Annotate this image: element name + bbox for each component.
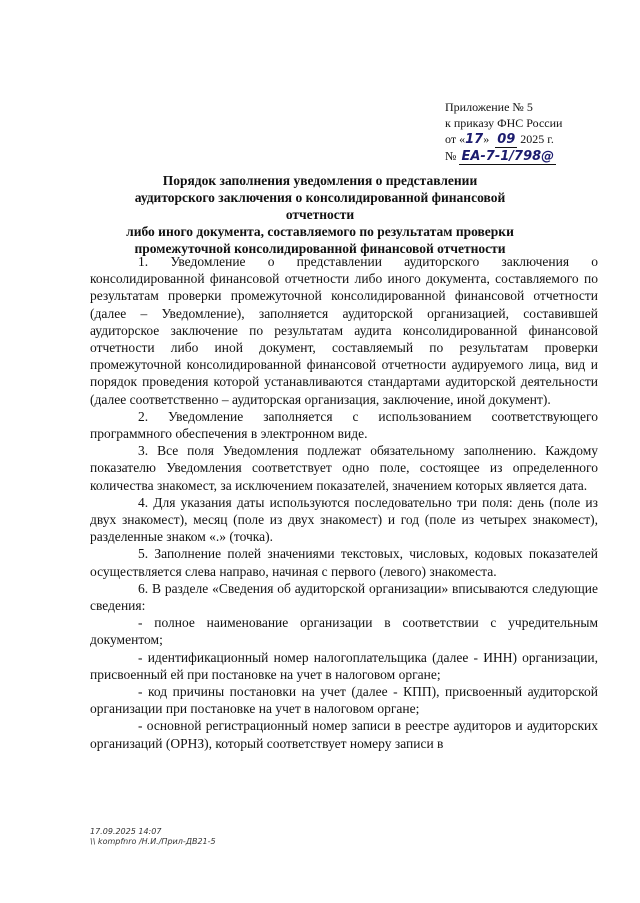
appendix-line-1: Приложение № 5 (445, 100, 533, 114)
date-year: 2025 г. (520, 132, 554, 146)
list-item-full-name: - полное наименование организации в соответствии с учредительным документом; (90, 615, 598, 648)
title-line-1: Порядок заполнения уведомления о представлении (162, 173, 478, 188)
date-day: 17 (465, 132, 484, 147)
number-prefix: № (445, 149, 457, 163)
appendix-line-2: к приказу ФНС России (445, 116, 563, 130)
footer-path: \\ kompfnro /Н.И./Прил-ДВ21-5 (90, 837, 216, 846)
title-line-3: либо иного документа, составляемого по результатам проверки (126, 224, 514, 239)
order-number: ЕА-7-1/798@ (461, 149, 555, 164)
appendix-block (445, 99, 615, 165)
footer-timestamp: 17.09.2025 14:07 (90, 827, 162, 836)
paragraph-3: 3. Все поля Уведомления подлежат обязательному заполнению. Каждому показателю Уведомления соответствует одно поле, состоящее из определенного количества знакомест, за исключением показателей, значением которых является дата. (90, 443, 598, 493)
document-title (100, 172, 540, 257)
date-month: 09 (497, 132, 516, 147)
paragraph-2: 2. Уведомление заполняется с использованием соответствующего программного обеспечения в электронном виде. (90, 408, 598, 442)
date-mid: » (483, 132, 490, 146)
document-footer (90, 827, 216, 847)
paragraph-1: 1. Уведомление о представлении аудиторского заключения о консолидированной финансовой отчетности либо иного документа, составляемого по результатам проверки промежуточной консолидированной финансовой отчетности (далее – Уведомление), заполняется аудиторской организацией, составившей аудиторское заключение по результатам аудита консолидированной финансовой отчетности либо иной документ, составляемый по результатам проверки промежуточной консолидированной финансовой отчетности аудируемого лица, вид и порядок проведения которой устанавливаются стандартами аудиторской деятельности (далее соответственно – аудиторская организация, заключение, иной документ). (90, 254, 598, 407)
appendix-date-line (445, 131, 615, 148)
title-line-2: аудиторского заключения о консолидированной финансовой отчетности (134, 190, 506, 222)
list-item-ornz: - основной регистрационный номер записи в реестре аудиторов и аудиторских организаций (ОРНЗ), который соответствует номеру записи в (90, 718, 598, 751)
list-item-kpp: - код причины постановки на учет (далее - КПП), присвоенный аудиторской организации при постановке на учет в налоговом органе; (90, 684, 598, 717)
paragraph-4: 4. Для указания даты используются последовательно три поля: день (поле из двух знакомест), месяц (поле из двух знакомест) и год (поле из четырех знакомест), разделенные знаком «.» (точка). (90, 494, 598, 545)
paragraph-6: 6. В разделе «Сведения об аудиторской организации» вписываются следующие сведения: (90, 580, 598, 614)
list-item-inn: - идентификационный номер налогоплательщика (далее - ИНН) организации, присвоенный ей при постановке на учет в налоговом органе; (90, 649, 598, 682)
title-line-4: промежуточной консолидированной финансовой отчетности (134, 241, 506, 256)
paragraph-5: 5. Заполнение полей значениями текстовых, числовых, кодовых показателей осуществляется слева направо, начиная с первого (левого) знакоместа. (90, 546, 598, 579)
document-body (90, 253, 598, 752)
date-prefix: от « (445, 132, 466, 146)
appendix-number-line (445, 148, 615, 165)
